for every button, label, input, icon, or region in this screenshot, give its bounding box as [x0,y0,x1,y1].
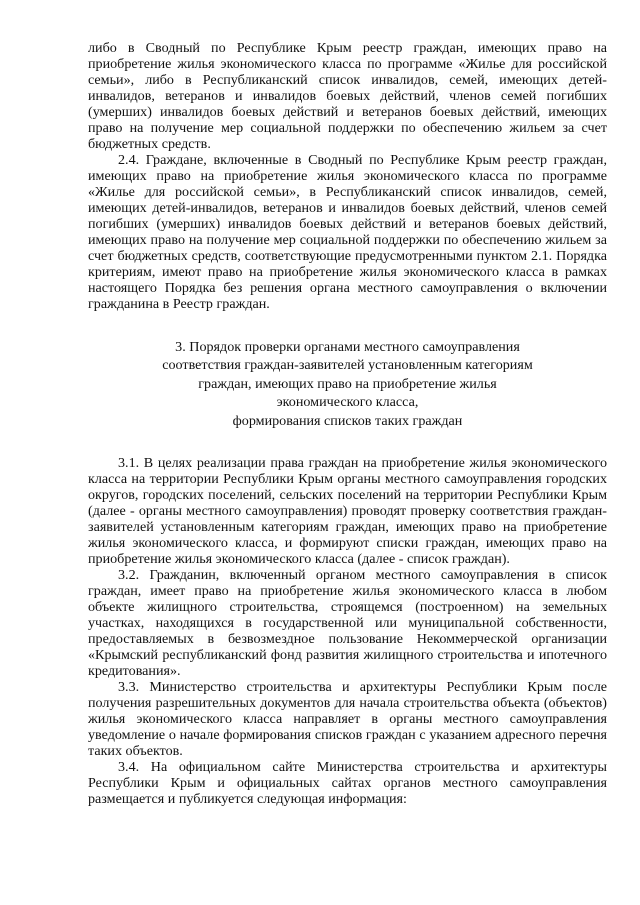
paragraph-3-2: 3.2. Гражданин, включенный органом местного самоуправления в список граждан, имеет право на приобретение жилья экономического класса в любом объекте жилищного строительства, строящемся (построенном) на земельных участках, находящихся в государственной или муниципальной собственности, предоставляемых в безвозмездное пользование Некоммерческой организации «Крымский республиканский фонд развития жилищного строительства и ипотечного кредитования». [88,567,607,680]
section-3-heading [88,338,607,430]
section-3-heading-line: соответствия граждан-заявителей установленным категориям [162,357,533,374]
section-3-heading-line: экономического класса, [276,394,419,411]
paragraph-2-4: 2.4. Граждане, включенные в Сводный по Республике Крым реестр граждан, имеющих право на приобретение жилья экономического класса по программе «Жилье для российской семьи», в Республиканский список инвалидов, семей, имеющих детей-инвалидов, ветеранов и инвалидов боевых действий, членов семей погибших (умерших) инвалидов боевых действий и ветеранов боевых действий, имеющих право на получение мер социальной поддержки по обеспечению жильем за счет бюджетных средств, соответствующие предусмотренными пунктом 2.1. Порядка критериям, имеют право на приобретение жилья экономического класса в рамках настоящего Порядка без решения органа местного самоуправления о включении гражданина в Реестр граждан. [88,152,607,312]
paragraph-3-3: 3.3. Министерство строительства и архитектуры Республики Крым после получения разрешительных документов для начала строительства объекта (объектов) жилья экономического класса направляет в органы местного самоуправления уведомление о начале формирования списков граждан с указанием адресного перечня таких объектов. [88,679,607,760]
document-page [88,40,607,807]
paragraph-continuation: либо в Сводный по Республике Крым реестр граждан, имеющих право на приобретение жилья экономического класса по программе «Жилье для российской семьи», либо в Республиканский список инвалидов, семей, имеющих детей-инвалидов, ветеранов и инвалидов боевых действий, членов семей погибших (умерших) инвалидов боевых действий и ветеранов боевых действий, имеющих право на получение мер социальной поддержки по обеспечению жильем за счет бюджетных средств. [88,40,607,152]
paragraph-3-4: 3.4. На официальном сайте Министерства строительства и архитектуры Республики Крым и официальных сайтах органов местного самоуправления размещается и публикуется следующая информация: [88,759,607,808]
section-3-heading-line: граждан, имеющих право на приобретение жилья [198,375,497,392]
section-3-heading-line: формирования списков таких граждан [232,412,463,429]
section-3-heading-line: 3. Порядок проверки органами местного самоуправления [175,339,520,355]
paragraph-3-1: 3.1. В целях реализации права граждан на приобретение жилья экономического класса на территории Республики Крым органы местного самоуправления городских округов, городских поселений, сельских поселений на территории Республики Крым (далее - органы местного самоуправления) проводят проверку соответствия граждан-заявителей установленным категориям граждан, имеющих право на приобретение жилья экономического класса, и формируют списки граждан, имеющих право на приобретение жилья экономического класса (далее - список граждан). [88,455,607,568]
